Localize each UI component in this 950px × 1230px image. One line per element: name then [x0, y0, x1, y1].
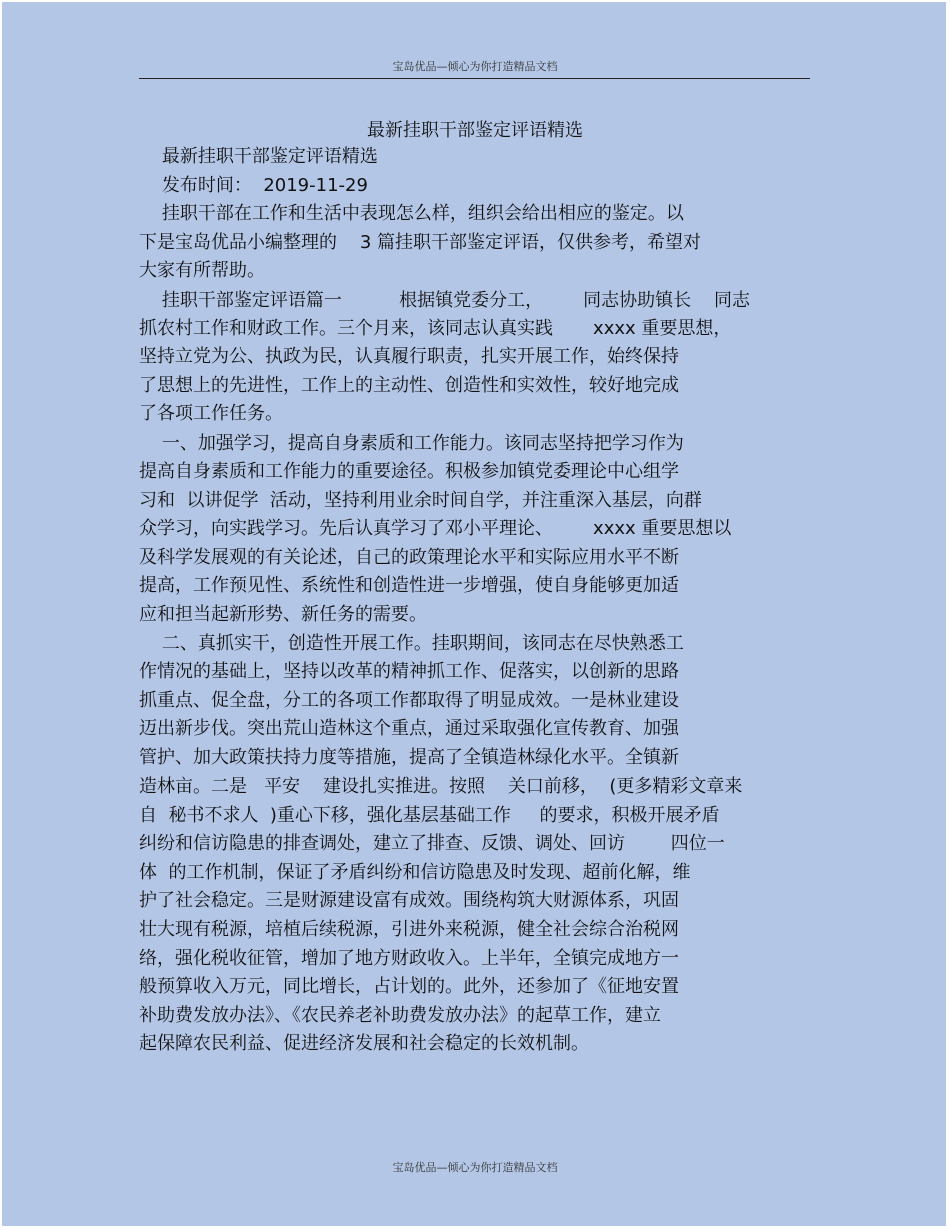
body-line: 抓重点、促全盘，分工的各项工作都取得了明显成效。一是林业建设 — [139, 690, 679, 711]
body-line: 管护、加大政策扶持力度等措施，提高了全镇造林绿化水平。全镇新 — [139, 747, 679, 768]
body-line: 了思想上的先进性，工作上的主动性、创造性和实效性，较好地完成 — [139, 375, 679, 396]
body-line: 壮大现有税源，培植后续税源，引进外来税源，健全社会综合治税网 — [139, 919, 679, 940]
body-line: 应和担当起新形势、新任务的需要。 — [139, 604, 427, 625]
body-line: 自 秘书不求人 )重心下移，强化基层基础工作 的要求，积极开展矛盾 — [139, 805, 720, 826]
body-line: 作情况的基础上，坚持以改革的精神抓工作、促落实，以创新的思路 — [139, 661, 679, 682]
document-title: 最新挂职干部鉴定评语精选 — [367, 120, 583, 141]
body-line: 挂职干部鉴定评语篇一 根据镇党委分工， 同志协助镇长 同志 — [139, 290, 751, 311]
body-line: 起保障农民利益、促进经济发展和社会稳定的长效机制。 — [139, 1033, 589, 1054]
body-line: 了各项工作任务。 — [139, 403, 283, 424]
body-line: 体 的工作机制，保证了矛盾纠纷和信访隐患及时发现、超前化解，维 — [139, 862, 691, 883]
body-line: 一、加强学习，提高自身素质和工作能力。该同志坚持把学习作为 — [139, 433, 684, 454]
body-line: 补助费发放办法》、《农民养老补助费发放办法》的起草工作，建立 — [139, 1005, 661, 1026]
body-line: 般预算收入万元，同比增长，占计划的。此外，还参加了《征地安置 — [139, 976, 679, 997]
body-line: 造林亩。二是 平安 建设扎实推进。按照 关口前移， (更多精彩文章来 — [139, 776, 743, 797]
body-line: 络，强化税收征管，增加了地方财政收入。上半年，全镇完成地方一 — [139, 948, 679, 969]
body-line: 发布时间： 2019-11-29 — [139, 175, 368, 196]
body-line: 纠纷和信访隐患的排查调处，建立了排查、反馈、调处、回访 四位一 — [139, 833, 725, 854]
body-line: 提高，工作预见性、系统性和创造性进一步增强，使自身能够更加适 — [139, 575, 679, 596]
body-line: 抓农村工作和财政工作。三个月来，该同志认真实践 xxxx 重要思想， — [139, 318, 732, 339]
body-line: 提高自身素质和工作能力的重要途径。积极参加镇党委理论中心组学 — [139, 461, 679, 482]
body-line: 习和 以讲促学 活动，坚持利用业余时间自学，并注重深入基层，向群 — [139, 490, 702, 511]
body-line: 二、真抓实干，创造性开展工作。挂职期间，该同志在尽快熟悉工 — [139, 633, 684, 654]
body-line: 护了社会稳定。三是财源建设富有成效。围绕构筑大财源体系，巩固 — [139, 890, 679, 911]
body-line: 迈出新步伐。突出荒山造林这个重点，通过采取强化宣传教育、加强 — [139, 718, 679, 739]
body-line: 及科学发展观的有关论述，自己的政策理论水平和实际应用水平不断 — [139, 547, 679, 568]
body-line: 众学习，向实践学习。先后认真学习了邓小平理论、 xxxx 重要思想以 — [139, 518, 732, 539]
header-divider — [139, 78, 810, 79]
body-line: 挂职干部在工作和生活中表现怎么样，组织会给出相应的鉴定。以 — [139, 203, 684, 224]
page-header: 宝岛优品—倾心为你打造精品文档 — [392, 60, 558, 73]
body-line: 坚持立党为公、执政为民，认真履行职责，扎实开展工作，始终保持 — [139, 346, 679, 367]
page-footer: 宝岛优品—倾心为你打造精品文档 — [392, 1161, 558, 1174]
body-line: 大家有所帮助。 — [139, 260, 265, 281]
body-line: 下是宝岛优品小编整理的 3 篇挂职干部鉴定评语，仅供参考，希望对 — [139, 232, 702, 253]
body-line: 最新挂职干部鉴定评语精选 — [139, 146, 378, 167]
